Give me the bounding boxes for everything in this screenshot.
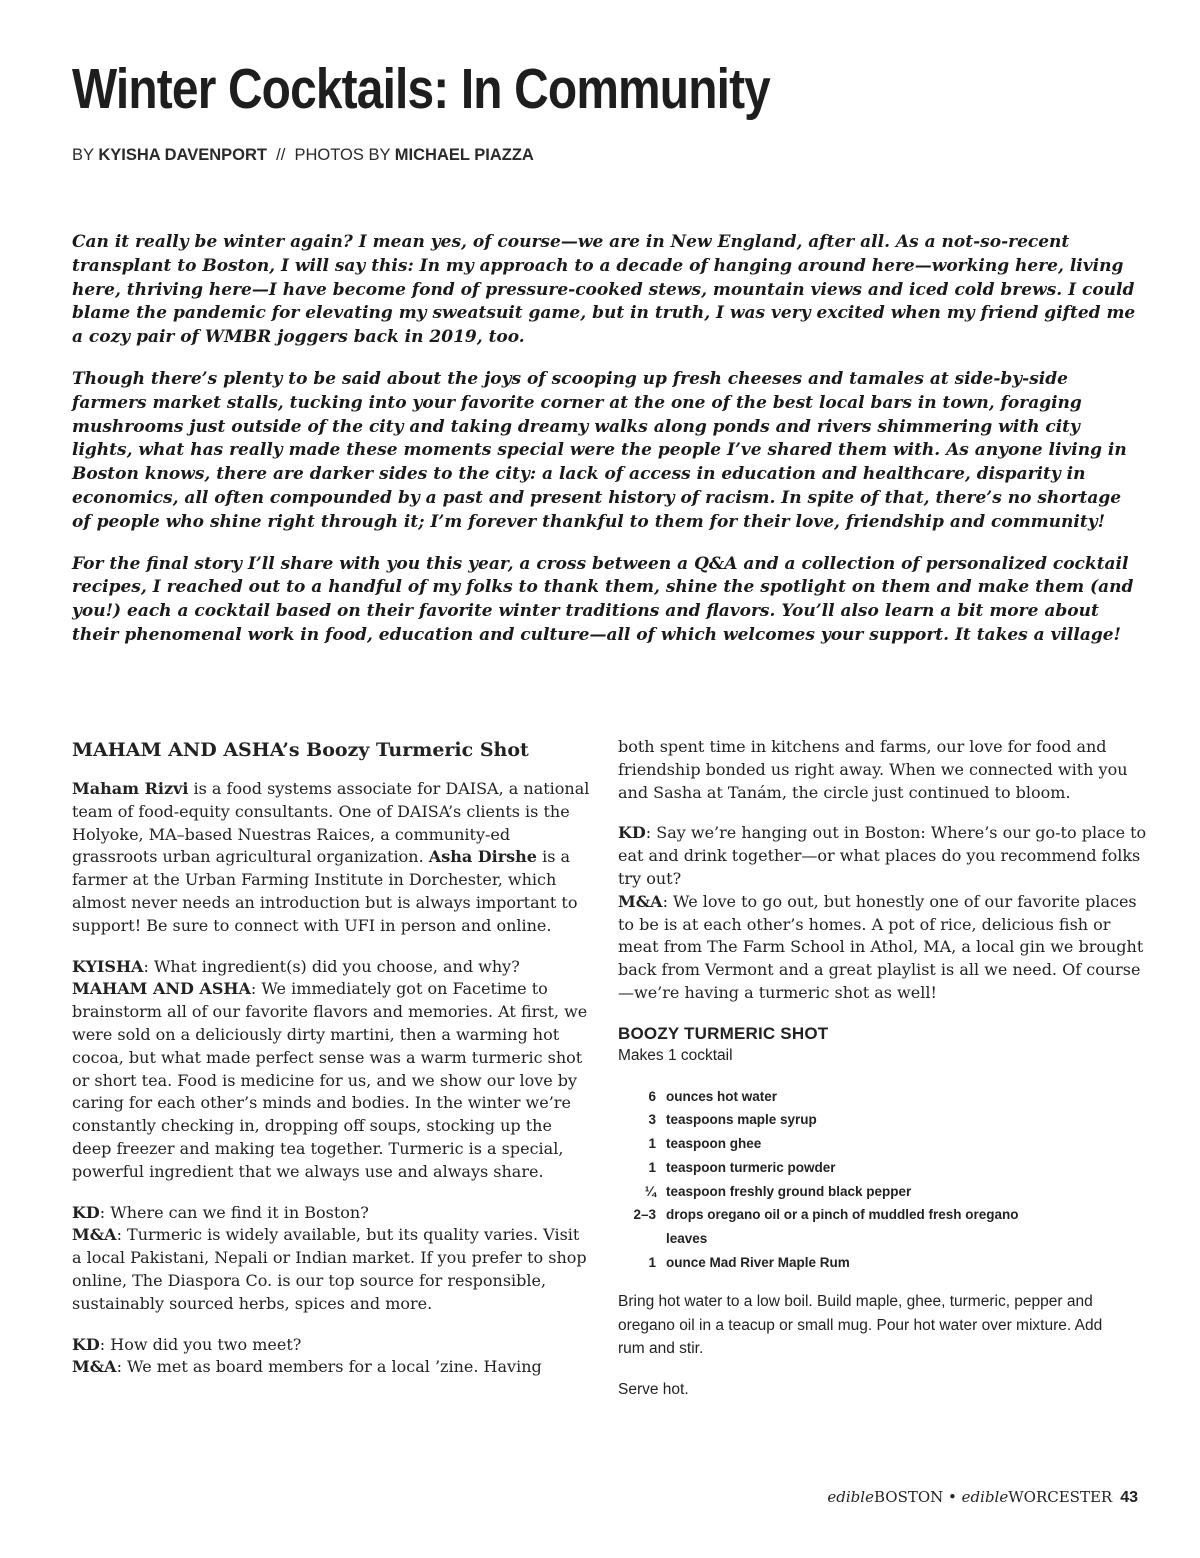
recipe-title: BOOZY TURMERIC SHOT	[618, 1023, 829, 1043]
ingredient-item: teaspoons maple syrup	[666, 1112, 817, 1128]
ingredient-qty: 6	[648, 1088, 656, 1104]
q-speaker: KD	[72, 1334, 100, 1354]
photos-prefix: PHOTOS BY	[294, 146, 391, 164]
ingredient	[618, 1203, 1148, 1250]
ingredient	[618, 1108, 1148, 1132]
footer-bullet: •	[943, 1488, 962, 1506]
byline-prefix: BY	[72, 146, 94, 164]
intro-text	[72, 231, 1142, 666]
answer: : We love to go out, but honestly one of our favorite places to be is at each other’s homes. A pot of rice, delicious fish or meat from The Farm School in Athol, MA, a local gin we brought back from Vermont and a great playlist is all we need. Of course—we’re having a turmeric shot as well!	[618, 891, 1144, 1002]
ingredient	[618, 1251, 1148, 1275]
question: : Say we’re hanging out in Boston: Where’s our go-to place to eat and drink together—or what places do you recommend folks try out?	[618, 823, 1147, 888]
ingredient-qty: 3	[648, 1112, 656, 1128]
ingredient	[618, 1156, 1148, 1180]
publication-name: BOSTON	[873, 1488, 944, 1506]
bio-paragraph	[72, 778, 592, 938]
q-speaker: KYISHA	[72, 956, 144, 976]
author-name: KYISHA DAVENPORT	[98, 146, 267, 164]
ingredient-item: teaspoon ghee	[666, 1136, 762, 1152]
a-speaker: M&A	[618, 891, 663, 911]
bio-text: is a food systems associate for DAISA, a national team of food-equity consultants. One of DAISA’s clients is the Holyoke, MA–based Nuestras Raices, a community-ed grassroots urban agricultural organization.	[72, 779, 590, 867]
q-speaker: KD	[72, 1202, 100, 1222]
ingredient	[618, 1085, 1148, 1109]
publication-prefix: edible	[961, 1488, 1009, 1506]
answer: : We immediately got on Facetime to brainstorm all of our favorite flavors and memories. At first, we were sold on a deliciously dirty martini, then a warming hot cocoa, but what made perfect sense was a warm turmeric shot or short tea. Food is medicine for us, and we show our love by caring for each other’s minds and bodies. In the winter we’re constantly checking in, dropping off soups, stocking up the deep freezer and making tea together. Turmeric is a special, powerful ingredient that we always use and always share.	[72, 979, 588, 1181]
question: : Where can we find it in Boston?	[99, 1202, 369, 1222]
intro-paragraph: Can it really be winter again? I mean yes, of course—we are in New England, after all. As a not-so-recent transplant to Boston, I will say this: In my approach to a decade of hanging around here—working here, living here, thriving here—I have become fond of pressure-cooked stews, mountain views and iced cold brews. I could blame the pandemic for elevating my sweatsuit game, but in truth, I was very excited when my friend gifted me a cozy pair of WMBR joggers back in 2019, too.	[72, 232, 1136, 348]
recipe-yield: Makes 1 cocktail	[618, 1046, 733, 1064]
qa-block	[72, 1202, 592, 1316]
article-title: Winter Cocktails: In Community	[72, 57, 770, 121]
ingredient-qty: 1	[648, 1159, 656, 1175]
a-speaker: M&A	[72, 1357, 117, 1377]
answer: : We met as board members for a local ’zine. Having	[116, 1357, 542, 1377]
bio-text: is a farmer at the Urban Farming Institute in Dorchester, which almost never needs an introduction but is always important to support! Be sure to connect with UFI in person and online.	[72, 847, 578, 935]
ingredient-qty: 1	[648, 1254, 656, 1270]
bio-name: Asha Dirshe	[428, 847, 537, 867]
ingredient-item: drops oregano oil or a pinch of muddled fresh oregano leaves	[666, 1207, 1019, 1246]
ingredient-qty: ¼	[644, 1183, 656, 1199]
qa-block	[72, 1334, 592, 1380]
question: : What ingredient(s) did you choose, and why?	[143, 956, 520, 976]
ingredient	[618, 1180, 1148, 1204]
q-speaker: KD	[618, 823, 646, 843]
answer-continued: both spent time in kitchens and farms, our love for food and friendship bonded us right away. When we connected with you and Sasha at Tanám, the circle just continued to bloom.	[618, 737, 1128, 802]
qa-block	[72, 956, 592, 1184]
answer: : Turmeric is widely available, but its quality varies. Visit a local Pakistani, Nepali or Indian market. If you prefer to shop online, The Diaspora Co. is our top source for responsible, sustainably sourced herbs, spices and more.	[72, 1225, 587, 1313]
byline-separator: //	[276, 146, 286, 164]
ingredient-item: ounces hot water	[666, 1088, 778, 1104]
right-column	[618, 736, 1148, 1419]
a-speaker: M&A	[72, 1225, 117, 1245]
publication-prefix: edible	[827, 1488, 874, 1506]
byline	[72, 146, 534, 165]
page-footer	[827, 1488, 1138, 1507]
ingredient-qty: 1	[648, 1136, 656, 1152]
page-number: 43	[1120, 1489, 1138, 1506]
intro-paragraph: For the final story I’ll share with you this year, a cross between a Q&A and a collection of personalized cocktail recipes, I reached out to a handful of my folks to thank them, shine the spotlight on them and make them (and you!) each a cocktail based on their favorite winter traditions and flavors. You’ll also learn a bit more about their phenomenal work in food, education and culture—all of which welcomes your support. It takes a village!	[72, 553, 1134, 645]
recipe-method: Bring hot water to a low boil. Build maple, ghee, turmeric, pepper and oregano oil in a teacup or small mug. Pour hot water over mixture. Add rum and stir.	[618, 1293, 1103, 1358]
recipe-serve: Serve hot.	[618, 1380, 689, 1398]
a-speaker: MAHAM AND ASHA	[72, 979, 251, 999]
ingredient-qty: 2–3	[633, 1207, 656, 1223]
bio-name: Maham Rizvi	[72, 779, 189, 798]
section-heading: MAHAM AND ASHA’s Boozy Turmeric Shot	[72, 739, 529, 761]
photographer-name: MICHAEL PIAZZA	[394, 146, 534, 164]
ingredient-item: teaspoon freshly ground black pepper	[666, 1183, 912, 1199]
ingredient	[618, 1132, 1148, 1156]
question: : How did you two meet?	[99, 1334, 302, 1354]
intro-paragraph: Though there’s plenty to be said about the joys of scooping up fresh cheeses and tamales at side-by-side farmers market stalls, tucking into your favorite corner at the one of the best local bars in town, foraging mushrooms just outside of the city and taking dreamy walks along ponds and rivers shimmering with city lights, what has really made these moments special were the people I’ve shared them with. As anyone living in Boston knows, there are darker sides to the city: a lack of access in education and healthcare, disparity in economics, all often compounded by a past and present history of racism. In spite of that, there’s no shortage of people who shine right through it; I’m forever thankful to them for their love, friendship and community!	[72, 368, 1127, 532]
left-column	[72, 736, 592, 1397]
publication-name: WORCESTER	[1008, 1488, 1113, 1506]
ingredient-list	[618, 1085, 1148, 1275]
ingredient-item: ounce Mad River Maple Rum	[666, 1254, 850, 1270]
ingredient-item: teaspoon turmeric powder	[666, 1159, 836, 1175]
qa-block	[618, 822, 1148, 1004]
